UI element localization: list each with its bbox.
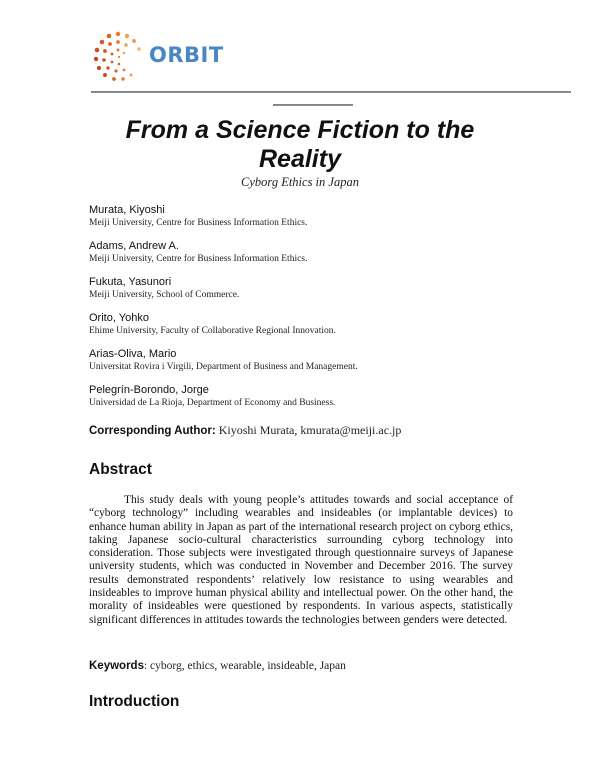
keywords-label: Keywords [89,660,144,672]
corresponding-author-contact: Kiyoshi Murata, kmurata@meiji.ac.jp [218,423,402,437]
abstract-heading: Abstract [89,461,152,478]
header-rule-continuation: ————— [273,96,353,113]
author-affiliation: Universidad de La Rioja, Department of Economy and Business. [89,398,336,408]
author-name: Murata, Kiyoshi [89,204,165,216]
author-block [89,239,539,265]
keywords-value: : cyborg, ethics, wearable, insideable, Japan [143,660,346,672]
introduction-heading: Introduction [89,693,180,710]
logo-text: ORBIT [149,43,224,67]
author-block [89,275,539,301]
author-affiliation: Meiji University, Centre for Business Information Ethics. [89,218,308,228]
author-block [89,311,539,337]
corresponding-author-label: Corresponding Author: [89,425,216,437]
author-affiliation: Meiji University, School of Commerce. [89,290,240,300]
orbit-logo [92,30,232,84]
author-affiliation: Ehime University, Faculty of Collaborative Regional Innovation. [89,326,336,336]
header-rule: —————————————————————————————— [91,83,571,100]
paper-title: From a Science Fiction to the Reality [125,116,475,173]
author-block [89,383,539,409]
author-name: Pelegrín-Borondo, Jorge [89,384,209,396]
keywords [89,656,346,674]
author-name: Arias-Oliva, Mario [89,348,177,360]
author-affiliation: Meiji University, Centre for Business Information Ethics. [89,254,308,264]
author-name: Fukuta, Yasunori [89,276,172,288]
author-name: Adams, Andrew A. [89,240,179,252]
author-block [89,347,539,373]
paper-subtitle: Cyborg Ethics in Japan [241,175,359,189]
author-block [89,203,539,229]
abstract-text: This study deals with young people’s attitudes towards and social acceptance of “cyborg technology” including wearables and insideables (or implantable devices) to enhance human ability in Japan as part of the international research project on cyborg ethics, taking Japanese socio-cultural characteristics surrounding cyborg technology into consideration. Those subjects were investigated through questionnaire surveys of Japanese university students, which was conducted in November and December 2016. The survey results demonstrated respondents’ relatively low resistance to using wearables and insideables to improve human physical ability and intellectual power. On the other hand, the morality of insideables were questioned by respondents. In various aspects, statistically significant differences in attitudes towards the technologies between genders were detected. [89,494,513,626]
author-affiliation: Universitat Rovira i Virgili, Department of Business and Management. [89,362,358,372]
author-name: Orito, Yohko [89,312,149,324]
orbit-logo-icon [92,30,144,82]
corresponding-author [89,423,401,438]
